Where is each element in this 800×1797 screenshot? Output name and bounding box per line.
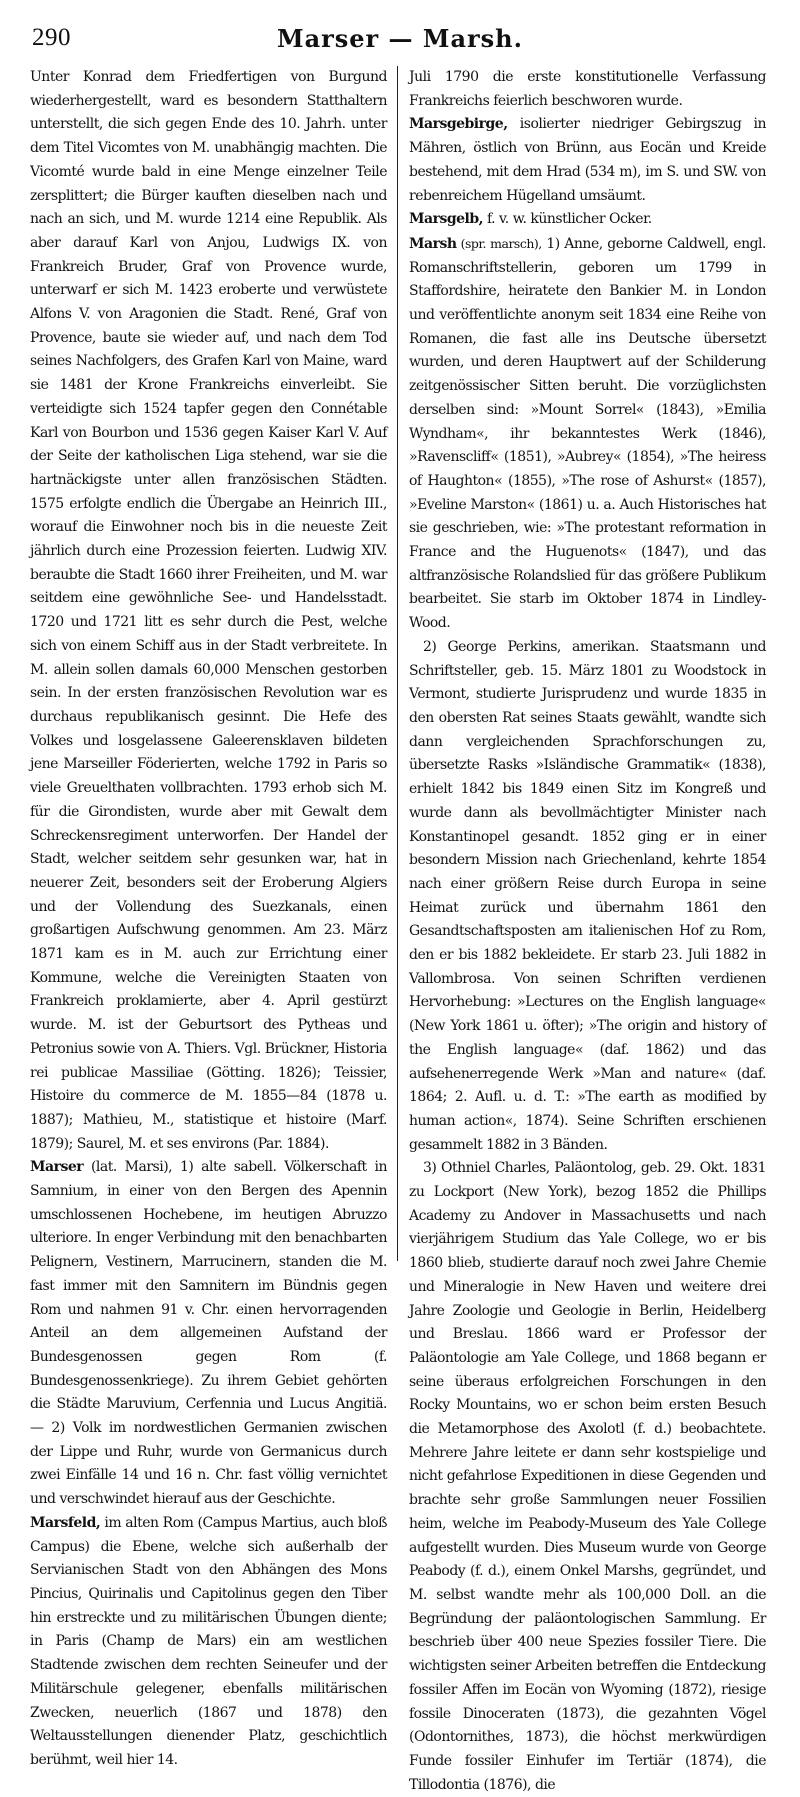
headword-marsgebirge: Marsgebirge, xyxy=(409,116,508,133)
article-marsfeld xyxy=(30,1512,387,1773)
left-column xyxy=(30,66,387,1768)
headword-marsgelb: Marsgelb, xyxy=(409,211,484,228)
article-marseille-continued: Unter Konrad dem Friedfertigen von Burgund wiederhergestellt, ward es besondern Statthaltern unterstellt, die sich gegen Ende des 10. Jahrh. unter dem Titel Vicomtes von M. unabhängig machten. Die Vicomté wurde bald in eine Menge einzelner Teile zersplittert; die Bürger kauften dieselben nach und nach an sich, und M. wurde 1214 eine Republik. Als aber darauf Karl von Anjou, Ludwigs IX. von Frankreich Bruder, Graf von Provence wurde, unterwarf er sich M. 1423 eroberte und verwüstete Alfons V. von Aragonien die Stadt. René, Graf von Provence, baute sie wieder auf, und nach dem Tod seines Nachfolgers, des Grafen Karl von Maine, ward sie 1481 der Krone Frankreichs einverleibt. Sie verteidigte sich 1524 tapfer gegen den Connétable Karl von Bourbon und 1536 gegen Kaiser Karl V. Auf der Seite der katholischen Liga stehend, war sie die hartnäckigste unter allen französischen Städten. 1575 erfolgte endlich die Übergabe an Heinrich III., worauf die Einwohner noch bis in die neueste Zeit jährlich durch eine Prozession feierten. Ludwig XIV. beraubte die Stadt 1660 ihrer Freiheiten, und M. war seitdem eine gewöhnliche See- und Handelsstadt. 1720 und 1721 litt es sehr durch die Pest, welche sich von einem Schiff aus in der Stadt verbreitete. In M. allein sollen damals 60,000 Menschen gestorben sein. In der ersten französischen Revolution war es durchaus republikanisch gesinnt. Die Hefe des Volkes und losgelassene Galeerensklaven bildeten jene Marseiller Föderierten, welche 1792 in Paris so viele Greuelthaten vollbrachten. 1793 erhob sich M. für die Girondisten, wurde aber mit Gewalt dem Schreckensregiment unterworfen. Der Handel der Stadt, welcher seitdem sehr gesunken war, hat in neuerer Zeit, besonders seit der Eroberung Algiers und der Vollendung des Suezkanals, einen großartigen Aufschwung genommen. Am 23. März 1871 kam es in M. auch zur Errichtung einer Kommune, welche die Vereinigten Staaten von Frankreich proklamierte, aber 4. April gestürzt wurde. M. ist der Geburtsort des Pytheas und Petronius sowie von A. Thiers. Vgl. Brückner, Historia rei publicae Massiliae (Götting. 1826); Teissier, Histoire du commerce de M. 1855—84 (1878 u. 1887); Mathieu, M., statistique et histoire (Marf. 1879); Saurel, M. et ses environs (Par. 1884). xyxy=(30,69,387,1152)
article-marsh-anne-body: 1) Anne, geborne Caldwell, engl. Romanschriftstellerin, geboren um 1799 in Staffordshire, heiratete den Bankier M. in London und veröffentlichte anonym seit 1834 eine Reihe von Romanen, die fast alle ins Deutsche übersetzt wurden, und deren Hauptwert auf der Schilderung zeitgenössischer Sitten beruht. Die vorzüglichsten derselben sind: »Mount Sorrel« (1843), »Emilia Wyndham«, ihr bekanntestes Werk (1846), »Ravenscliff« (1851), »Aubrey« (1854), »The heiress of Haughton« (1855), »The rose of Ashurst« (1857), »Eveline Marston« (1861) u. a. Auch Historisches hat sie geschrieben, wie: »The protestant reformation in France and the Huguenots« (1847), und das altfranzösische Rolandslied für das größere Publikum bearbeitet. Sie starb im Oktober 1874 in Lindley-Wood. xyxy=(409,235,766,632)
article-marser xyxy=(30,1156,387,1512)
headword-marser: Marser xyxy=(30,1159,84,1176)
article-marsh-othniel-charles: 3) Othniel Charles, Paläontolog, geb. 29. Okt. 1831 zu Lockport (New York), bezog 1852 die Phillips Academy zu Andover in Massachusetts und nach vierjährigem Studium das Yale College, wo er bis 1860 blieb, studierte darauf noch zwei Jahre Chemie und Mineralogie in New Haven und weitere drei Jahre Zoologie und Geologie in Berlin, Heidelberg und Breslau. 1866 ward er Professor der Paläontologie am Yale College, und 1868 begann er seine überaus erfolgreichen Forschungen in den Rocky Mountains, wo er schon beim ersten Besuch die Metamorphose des Axolotl (f. d.) beobachtete. Mehrere Jahre leitete er dann sehr kostspielige und nicht gefahrlose Expeditionen in diese Gegenden und brachte sehr große Sammlungen neuer Fossilien heim, welche im Peabody-Museum des Yale College aufgestellt wurden. Dies Museum wurde von George Peabody (f. d.), einem Onkel Marshs, gegründet, und M. selbst wandte mehr als 100,000 Doll. an die Begründung der paläontologischen Sammlung. Er beschrieb über 400 neue Spezies fossiler Tiere. Die wichtigsten seiner Arbeiten betreffen die Entdeckung fossiler Affen im Eocän von Wyoming (1872), riesige fossile Dinoceraten (1873), die gezahnten Vögel (Odontornithes, 1873), die höchst merkwürdigen Funde fossiler Einhufer im Tertiär (1874), die Tillodontia (1876), die xyxy=(409,1160,766,1793)
right-column xyxy=(409,66,766,1793)
article-marsfeld-body: im alten Rom (Campus Martius, auch bloß Campus) die Ebene, welche sich außerhalb der Servianischen Stadt von den Abhängen des Mons Pincius, Quirinalis und Capitolinus gegen den Tiber hin erstreckte und zu militärischen Übungen diente; in Paris (Champ de Mars) ein am westlichen Stadtende zwischen dem rechten Seineufer und der Militärschule gelegener, ebenfalls militärischen Zwecken, neuerlich (1867 und 1878) den Weltausstellungen dienender Platz, geschichtlich berühmt, weil hier 14. xyxy=(30,1514,387,1768)
article-marsfeld-continued: Juli 1790 die erste konstitutionelle Verfassung Frankreichs feierlich beschworen wurde. xyxy=(409,69,766,109)
headword-marsfeld: Marsfeld, xyxy=(30,1514,101,1531)
page-header xyxy=(18,20,782,60)
headword-marsh: Marsh xyxy=(409,235,457,252)
column-divider xyxy=(397,66,398,1261)
article-marsgebirge-body: isolierter niedriger Gebirgszug in Mähren, östlich von Brünn, aus Eocän und Kreide bestehend, mit dem Hrad (534 m), im S. und SW. von rebenreichem Hügelland umsäumt. xyxy=(409,116,766,204)
article-marsh-george-perkins: 2) George Perkins, amerikan. Staatsmann und Schriftsteller, geb. 15. März 1801 zu Woodstock in Vermont, studierte Jurisprudenz und wurde 1835 in den obersten Rat seines Staats gewählt, wandte sich dann vergleichenden Sprachforschungen zu, übersetzte Rasks »Isländische Grammatik« (1838), erhielt 1842 bis 1849 einen Sitz im Kongreß und wurde dann als bevollmächtigter Minister nach Konstantinopel gesandt. 1852 ging er in einer besondern Mission nach Griechenland, kehrte 1854 nach einer größern Reise durch Europa in seine Heimat zurück und übernahm 1861 den Gesandtschaftsposten am italienischen Hof zu Rom, den er bis 1882 bekleidete. Er starb 23. Juli 1882 in Vallombrosa. Von seinen Schriften verdienen Hervorhebung: »Lectures on the English language« (New York 1861 u. öfter); »The origin and history of the English language« (daf. 1862) und das aufsehenerregende Werk »Man and nature« (daf. 1864; 2. Aufl. u. d. T.: »The earth as modified by human action«, 1874). Seine Schriften erschienen gesammelt 1882 in 3 Bänden. xyxy=(409,638,766,1153)
article-marsgelb xyxy=(409,208,766,232)
article-marsgelb-body: f. v. w. künstlicher Ocker. xyxy=(483,211,652,228)
pronunciation-marsh: (spr. marsch), xyxy=(456,235,542,251)
page-number: 290 xyxy=(32,24,71,51)
article-marsgebirge xyxy=(409,113,766,208)
article-marsh xyxy=(409,232,766,636)
running-head: Marser — Marsh. xyxy=(277,24,523,53)
article-marser-body: (lat. Marsi), 1) alte sabell. Völkerschaft in Samnium, in einer von den Bergen des Apennin umschlossenen Hochebene, im heutigen Abruzzo ulteriore. In enger Verbindung mit den benachbarten Pelignern, Vestinern, Marrucinern, standen die M. fast immer mit den Samnitern im Bündnis gegen Rom und nahmen 91 v. Chr. einen hervorragenden Anteil an dem allgemeinen Aufstand der Bundesgenossen gegen Rom (f. Bundesgenossenkriege). Zu ihrem Gebiet gehörten die Städte Maruvium, Cerfennia und Lucus Angitiä. — 2) Volk im nordwestlichen Germanien zwischen der Lippe und Ruhr, wurde von Germanicus durch zwei Einfälle 14 und 16 n. Chr. fast völlig vernichtet und verschwindet hierauf aus der Geschichte. xyxy=(30,1159,387,1508)
